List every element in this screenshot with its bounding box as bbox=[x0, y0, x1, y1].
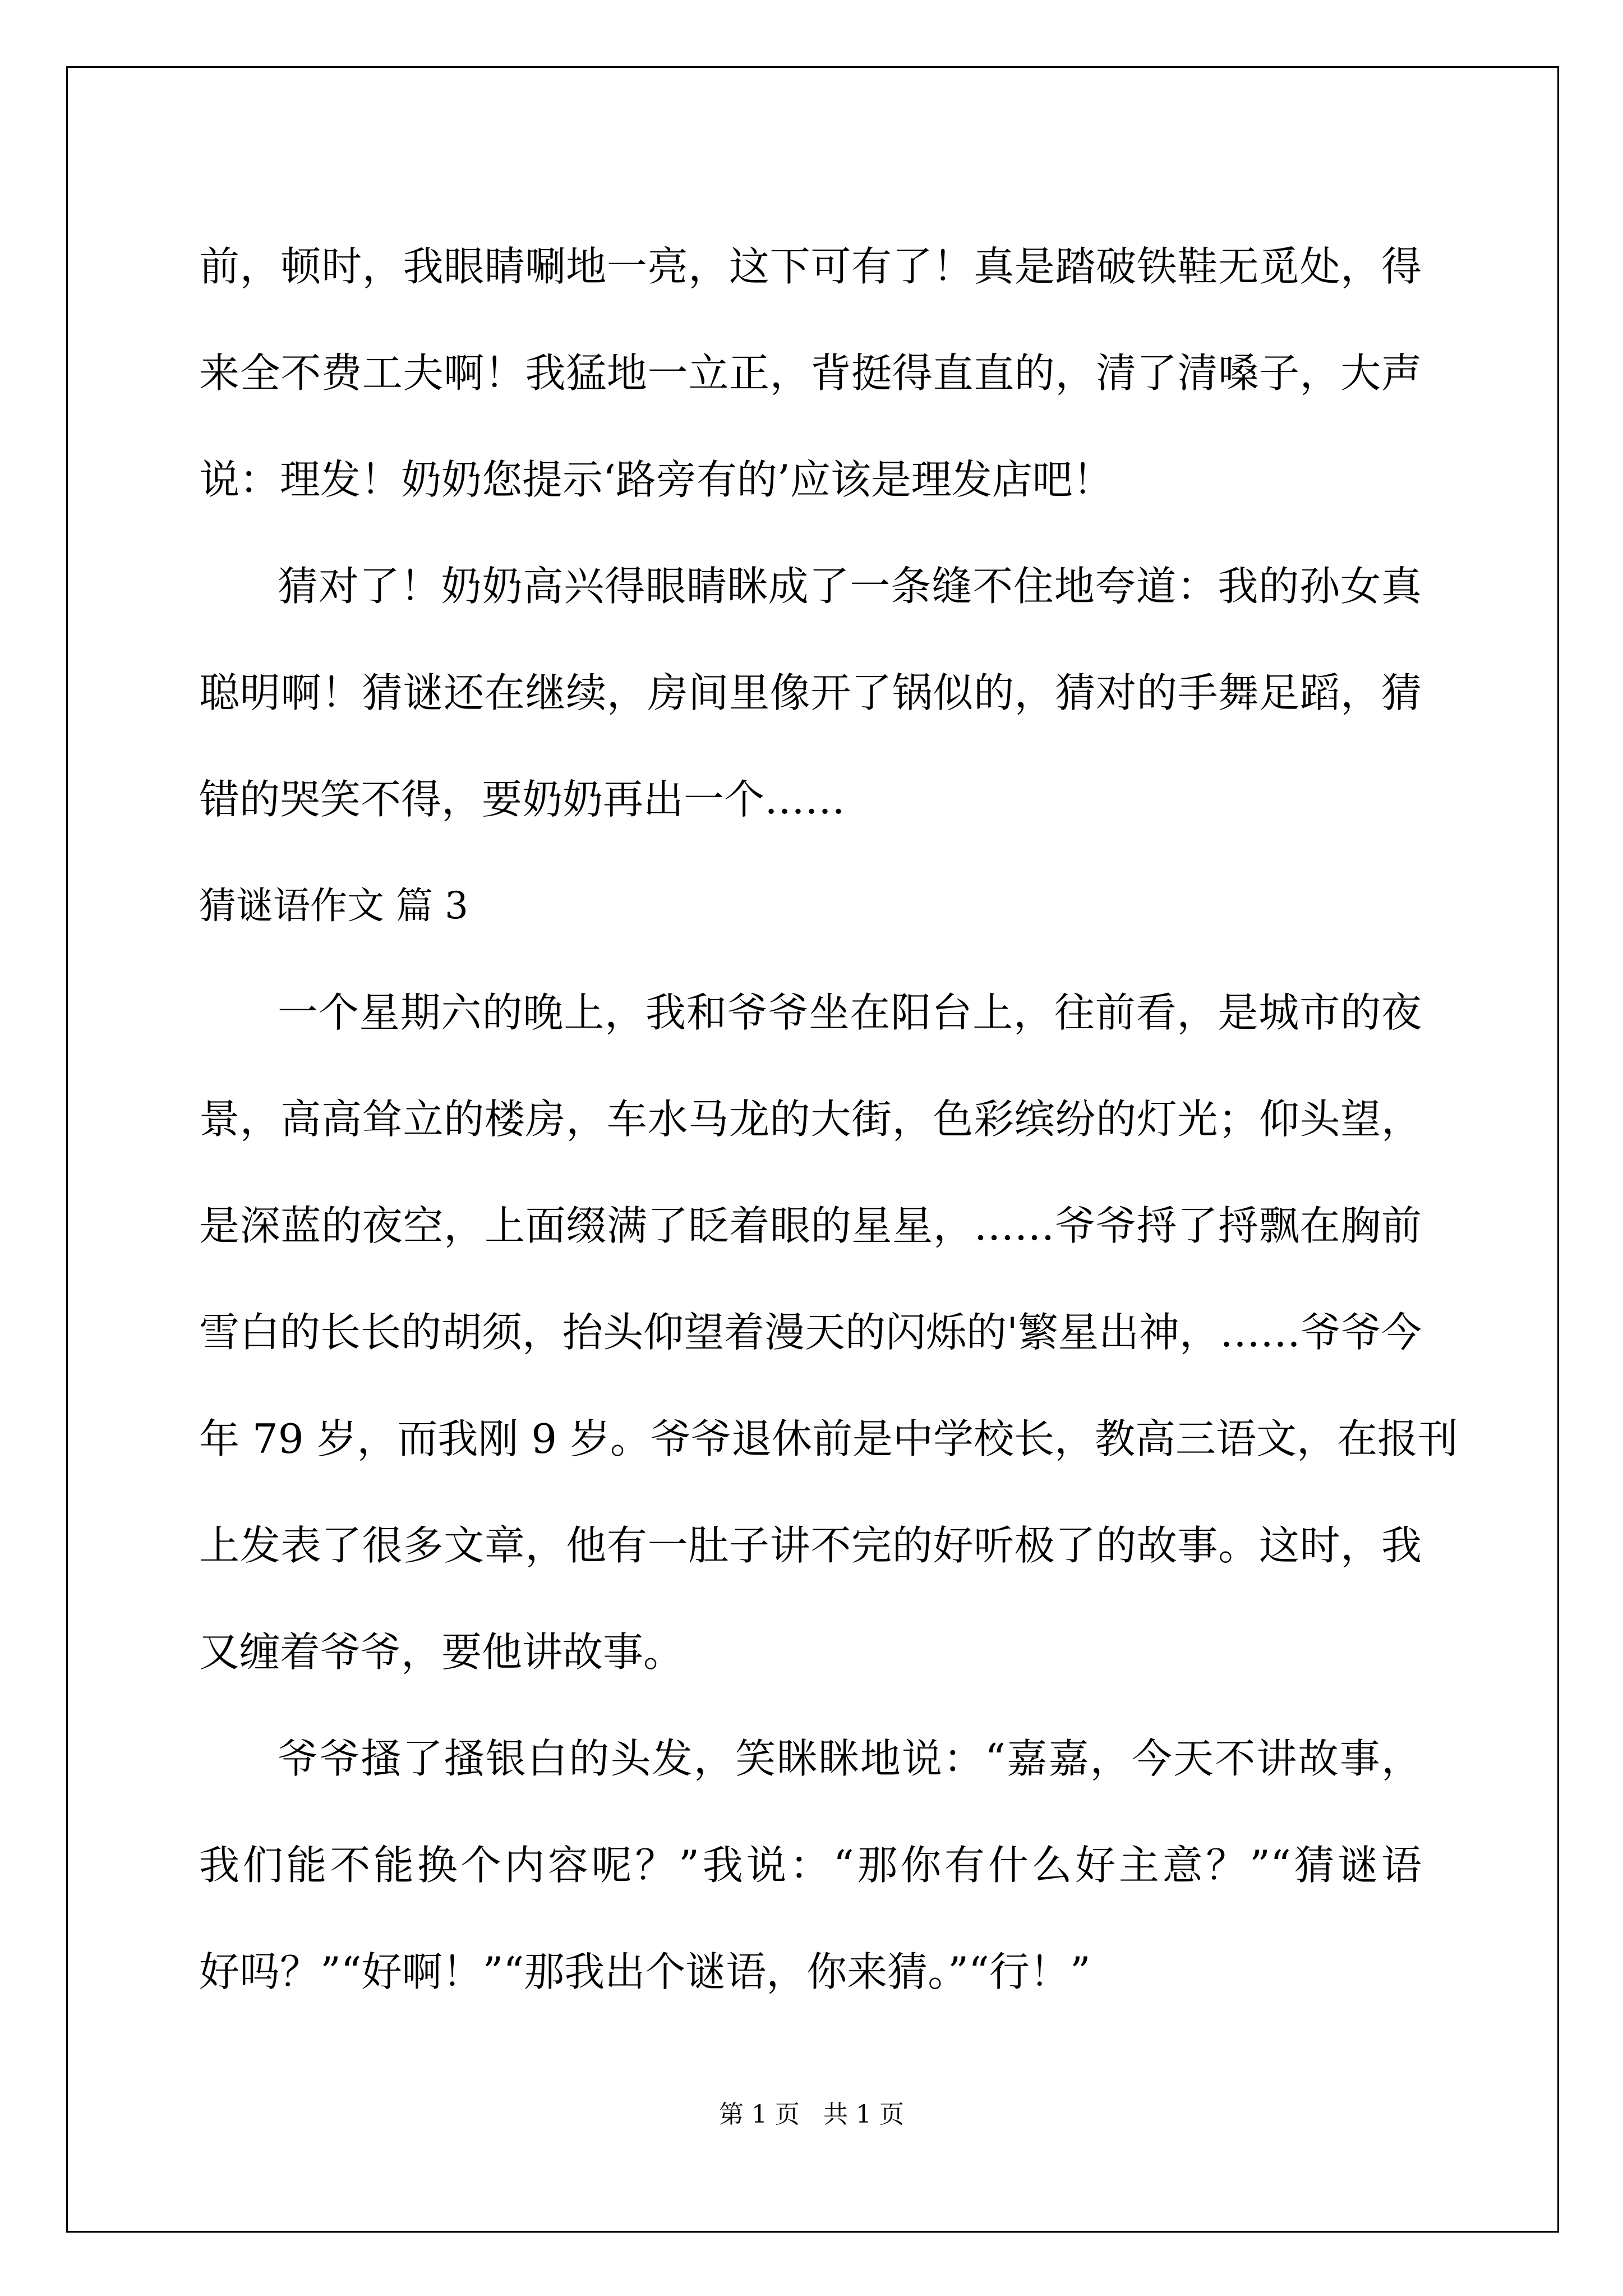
paragraph-line: 爷爷搔了搔银白的头发，笑眯眯地说：“嘉嘉，今天不讲故事， bbox=[278, 1735, 1422, 1782]
paragraph-line: 前，顿时，我眼睛唰地一亮，这下可有了！真是踏破铁鞋无觅处，得 bbox=[199, 243, 1422, 290]
section-heading: 猜谜语作文 篇 3 bbox=[199, 884, 468, 927]
paragraph-line: 说：理发！奶奶您提示‘路旁有的’应该是理发店吧！ bbox=[199, 456, 1113, 503]
paragraph-line: 一个星期六的晚上，我和爷爷坐在阳台上，往前看，是城市的夜 bbox=[278, 989, 1422, 1036]
paragraph-line: 景，高高耸立的楼房，车水马龙的大街，色彩缤纷的灯光；仰头望， bbox=[199, 1096, 1422, 1143]
paragraph-line: 雪白的长长的胡须，抬头仰望着漫天的闪烁的'繁星出神，……爷爷今 bbox=[199, 1309, 1422, 1356]
paragraph-line: 又缠着爷爷，要他讲故事。 bbox=[199, 1628, 684, 1676]
paragraph-line: 好吗？”“好啊！”“那我出个谜语，你来猜。”“行！” bbox=[199, 1948, 1091, 1995]
paragraph-line: 我们能不能换个内容呢？”我说：“那你有什么好主意？”“猜谜语 bbox=[199, 1842, 1422, 1889]
document-body bbox=[199, 213, 1458, 2025]
paragraph-line: 聪明啊！猜谜还在继续，房间里像开了锅似的，猜对的手舞足蹈，猜 bbox=[199, 669, 1422, 716]
paragraph-line: 错的哭笑不得，要奶奶再出一个…… bbox=[199, 776, 846, 823]
paragraph-line: 是深蓝的夜空，上面缀满了眨着眼的星星，……爷爷捋了捋飘在胸前 bbox=[199, 1202, 1422, 1249]
paragraph-line: 上发表了很多文章，他有一肚子讲不完的好听极了的故事。这时，我 bbox=[199, 1522, 1422, 1569]
paragraph-line: 猜对了！奶奶高兴得眼睛眯成了一条缝不住地夸道：我的孙女真 bbox=[278, 563, 1422, 610]
paragraph-line: 年 79 岁，而我刚 9 岁。爷爷退休前是中学校长，教高三语文，在报刊 bbox=[199, 1415, 1458, 1462]
paragraph-line: 来全不费工夫啊！我猛地一立正，背挺得直直的，清了清嗓子，大声 bbox=[199, 349, 1422, 397]
page-number-footer: 第 1 页 共 1 页 bbox=[719, 2100, 904, 2129]
